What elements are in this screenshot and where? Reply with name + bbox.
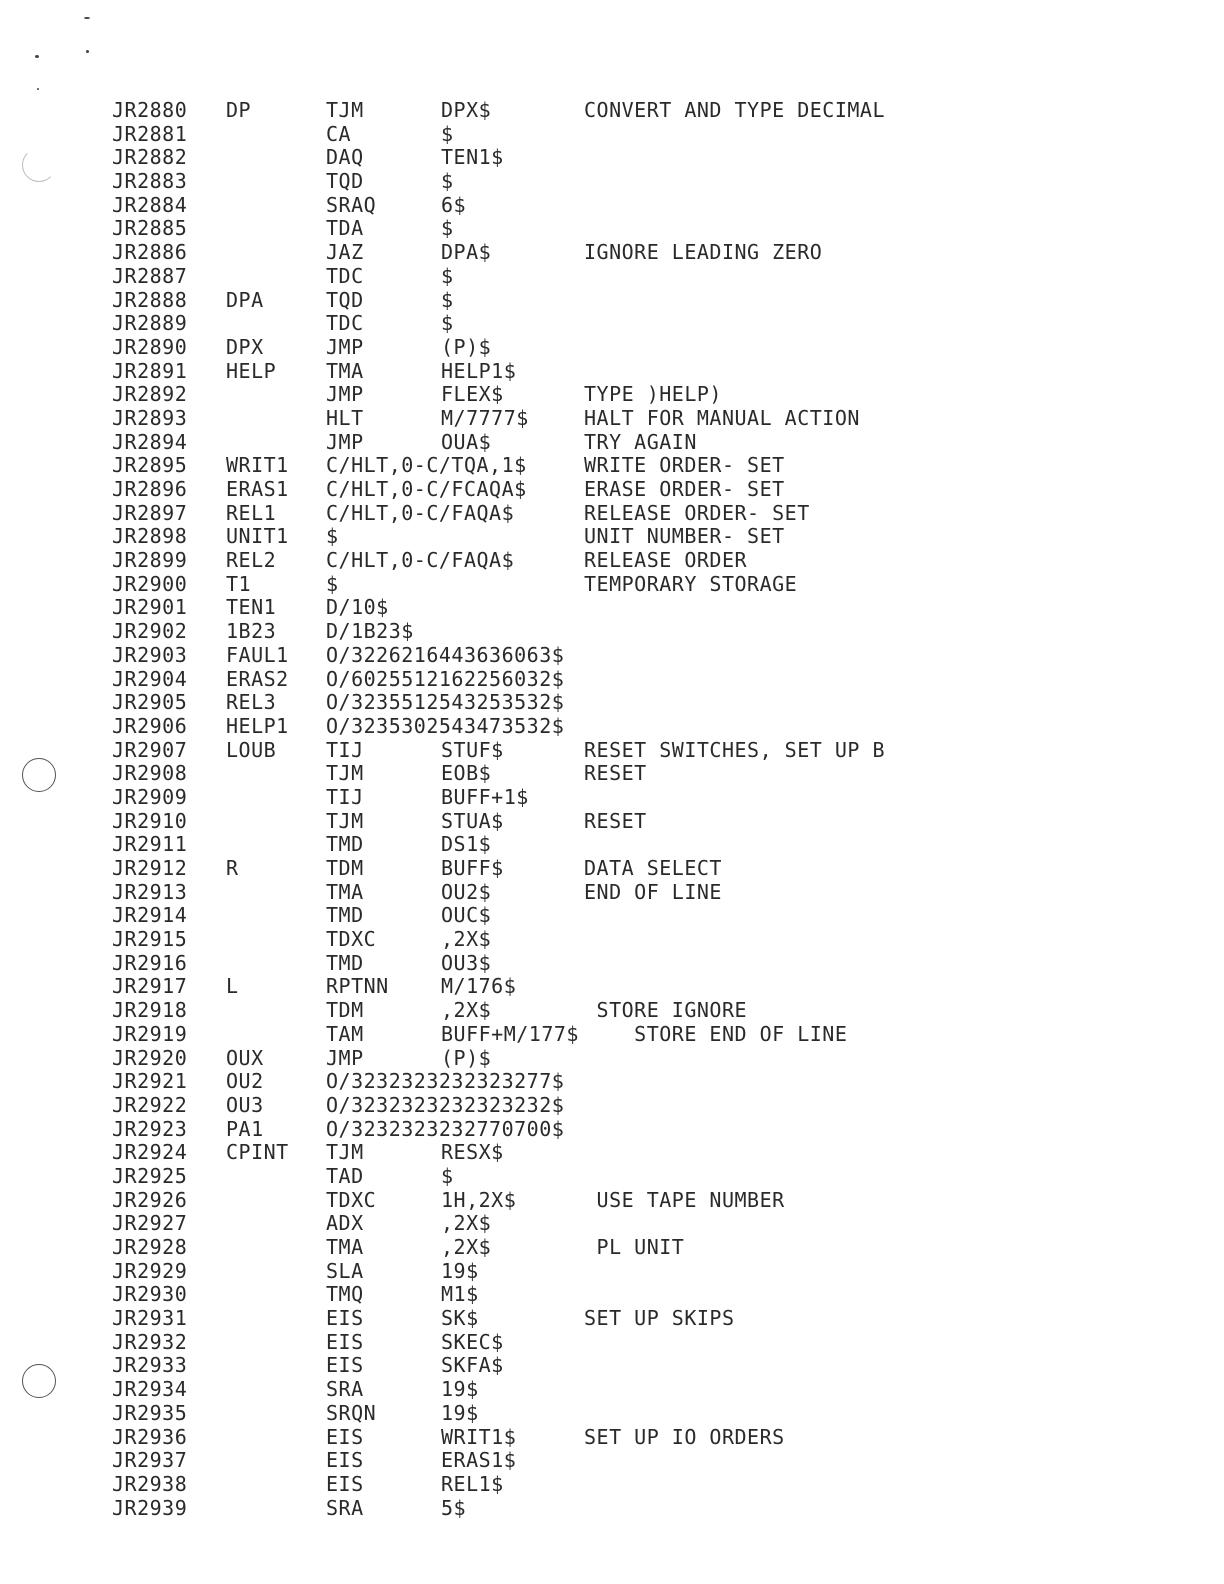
symbol-label: ERAS2 [226,666,289,691]
sequence-number: JR2931 [112,1306,188,1331]
sequence-number: JR2914 [112,903,188,928]
opcode: SRQN [326,1400,377,1425]
symbol-label: REL3 [226,690,277,715]
sequence-number: JR2935 [112,1400,188,1425]
sequence-number: JR2907 [112,737,188,762]
symbol-label: TEN1 [226,595,277,620]
sequence-number: JR2894 [112,429,188,454]
operand: 5$ [441,1495,467,1520]
opcode: TMQ [326,1282,364,1307]
operand: STUF$ [441,737,504,762]
operand: M/7777$ [441,405,529,430]
operand: 19$ [441,1400,479,1425]
symbol-label: CPINT [226,1140,289,1165]
symbol-label: REL2 [226,548,277,573]
opcode: O/3235512543253532$ [326,690,565,715]
punch-hole-top [22,148,56,182]
remark: SET UP SKIPS [584,1306,735,1331]
operand: M1$ [441,1282,479,1307]
operand: STUA$ [441,808,504,833]
remark: UNIT NUMBER- SET [584,524,785,549]
sequence-number: JR2880 [112,98,188,122]
remark: SET UP IO ORDERS [584,1424,785,1449]
opcode: JMP [326,1045,364,1070]
opcode: C/HLT,0-C/TQA,1$ [326,453,527,478]
sequence-number: JR2916 [112,950,188,975]
operand: OUC$ [441,903,492,928]
scan-speck [84,17,90,19]
symbol-label: DPX [226,334,264,359]
operand: BUFF+1$ [441,784,529,809]
opcode: TAD [326,1163,364,1188]
sequence-number: JR2891 [112,358,188,383]
sequence-number: JR2909 [112,784,188,809]
operand: $ [441,169,454,194]
sequence-number: JR2889 [112,311,188,336]
opcode: D/10$ [326,595,389,620]
sequence-number: JR2934 [112,1377,188,1402]
sequence-number: JR2915 [112,927,188,952]
symbol-label: OU3 [226,1092,264,1117]
sequence-number: JR2912 [112,856,188,880]
symbol-label: DPA [226,287,264,312]
sequence-number: JR2901 [112,595,188,620]
scan-speck [86,50,89,53]
operand: REL1$ [441,1471,504,1496]
sequence-number: JR2929 [112,1258,188,1283]
opcode: TDM [326,998,364,1023]
symbol-label: R [226,856,239,880]
sequence-number: JR2902 [112,619,188,644]
opcode: C/HLT,0-C/FAQA$ [326,548,515,573]
sequence-number: JR2893 [112,405,188,430]
opcode: TMA [326,358,364,383]
opcode: EIS [326,1448,364,1473]
opcode: TMA [326,879,364,904]
sequence-number: JR2884 [112,192,188,217]
opcode: SLA [326,1258,364,1283]
opcode: TJM [326,1140,364,1165]
opcode: C/HLT,0-C/FCAQA$ [326,477,527,501]
remark: RESET SWITCHES, SET UP B [584,737,885,762]
remark: DATA SELECT [584,856,722,880]
operand: DS1$ [441,832,492,857]
opcode: EIS [326,1306,364,1331]
sequence-number: JR2906 [112,713,188,738]
opcode: SRA [326,1377,364,1402]
symbol-label: REL1 [226,500,277,525]
sequence-number: JR2890 [112,334,188,359]
sequence-number: JR2898 [112,524,188,549]
opcode: JMP [326,429,364,454]
symbol-label: ERAS1 [226,477,289,501]
opcode: TJM [326,761,364,786]
remark: TYPE )HELP) [584,382,722,407]
remark: ERASE ORDER- SET [584,477,785,501]
sequence-number: JR2899 [112,548,188,573]
operand: ERAS1$ [441,1448,517,1473]
opcode: TAM [326,1021,364,1046]
operand: EOB$ [441,761,492,786]
operand: 6$ [441,192,467,217]
operand: $ [441,287,454,312]
sequence-number: JR2927 [112,1211,188,1236]
opcode: ADX [326,1211,364,1236]
operand: ,2X$ [441,1211,492,1236]
sequence-number: JR2932 [112,1329,188,1354]
operand: OU3$ [441,950,492,975]
symbol-label: DP [226,98,252,122]
operand: SK$ [441,1306,479,1331]
operand: (P)$ [441,1045,492,1070]
remark: TRY AGAIN [584,429,697,454]
opcode: TMD [326,903,364,928]
opcode: RPTNN [326,974,389,999]
remark: TEMPORARY STORAGE [584,571,798,596]
opcode: TDM [326,856,364,880]
sequence-number: JR2904 [112,666,188,691]
opcode: TDC [326,311,364,336]
sequence-number: JR2892 [112,382,188,407]
sequence-number: JR2917 [112,974,188,999]
opcode: TDA [326,216,364,241]
remark: END OF LINE [584,879,722,904]
opcode: O/3226216443636063$ [326,642,565,667]
sequence-number: JR2895 [112,453,188,478]
opcode: O/3232323232770700$ [326,1116,565,1141]
remark: USE TAPE NUMBER [584,1187,785,1212]
sequence-number: JR2923 [112,1116,188,1141]
opcode: C/HLT,0-C/FAQA$ [326,500,515,525]
operand: OU2$ [441,879,492,904]
operand: $ [441,311,454,336]
opcode: TJM [326,808,364,833]
sequence-number: JR2922 [112,1092,188,1117]
opcode: SRAQ [326,192,377,217]
operand: BUFF$ [441,856,504,880]
operand: (P)$ [441,334,492,359]
operand: BUFF+M/177$ [441,1021,579,1046]
punch-hole-bottom [22,1364,56,1398]
sequence-number: JR2919 [112,1021,188,1046]
sequence-number: JR2925 [112,1163,188,1188]
opcode: TDXC [326,927,377,952]
symbol-label: HELP1 [226,713,289,738]
operand: DPX$ [441,98,492,122]
symbol-label: L [226,974,239,999]
sequence-number: JR2885 [112,216,188,241]
opcode: EIS [326,1471,364,1496]
operand: 1H,2X$ [441,1187,517,1212]
opcode: JAZ [326,240,364,265]
opcode: TDXC [326,1187,377,1212]
sequence-number: JR2936 [112,1424,188,1449]
opcode: EIS [326,1329,364,1354]
remark: IGNORE LEADING ZERO [584,240,823,265]
symbol-label: UNIT1 [226,524,289,549]
operand: RESX$ [441,1140,504,1165]
sequence-number: JR2926 [112,1187,188,1212]
symbol-label: 1B23 [226,619,277,644]
symbol-label: OUX [226,1045,264,1070]
remark: RESET [584,808,647,833]
operand: $ [441,263,454,288]
opcode: O/6025512162256032$ [326,666,565,691]
sequence-number: JR2911 [112,832,188,857]
sequence-number: JR2905 [112,690,188,715]
operand: OUA$ [441,429,492,454]
symbol-label: HELP [226,358,277,383]
remark: STORE IGNORE [584,998,748,1023]
symbol-label: WRIT1 [226,453,289,478]
opcode: TJM [326,98,364,122]
symbol-label: PA1 [226,1116,264,1141]
opcode: EIS [326,1353,364,1378]
operand: 19$ [441,1377,479,1402]
remark: CONVERT AND TYPE DECIMAL [584,98,885,122]
opcode: TQD [326,287,364,312]
sequence-number: JR2882 [112,145,188,170]
symbol-label: LOUB [226,737,277,762]
sequence-number: JR2913 [112,879,188,904]
operand: ,2X$ [441,998,492,1023]
opcode: TIJ [326,784,364,809]
sequence-number: JR2886 [112,240,188,265]
sequence-number: JR2928 [112,1235,188,1259]
sequence-number: JR2937 [112,1448,188,1473]
sequence-number: JR2888 [112,287,188,312]
remark: WRITE ORDER- SET [584,453,785,478]
symbol-label: OU2 [226,1069,264,1094]
sequence-number: JR2910 [112,808,188,833]
operand: TEN1$ [441,145,504,170]
opcode: CA [326,121,352,146]
operand: SKEC$ [441,1329,504,1354]
operand: ,2X$ [441,927,492,952]
operand: WRIT1$ [441,1424,517,1449]
opcode: DAQ [326,145,364,170]
opcode: JMP [326,334,364,359]
opcode: SRA [326,1495,364,1520]
sequence-number: JR2938 [112,1471,188,1496]
scan-speck [37,88,39,90]
scan-speck [35,55,39,58]
sequence-number: JR2903 [112,642,188,667]
sequence-number: JR2924 [112,1140,188,1165]
opcode: TMD [326,950,364,975]
remark: RESET [584,761,647,786]
opcode: O/3235302543473532$ [326,713,565,738]
opcode: TMA [326,1235,364,1259]
operand: HELP1$ [441,358,517,383]
operand: FLEX$ [441,382,504,407]
symbol-label: FAUL1 [226,642,289,667]
opcode: TQD [326,169,364,194]
sequence-number: JR2933 [112,1353,188,1378]
operand: $ [441,216,454,241]
opcode: TIJ [326,737,364,762]
sequence-number: JR2887 [112,263,188,288]
sequence-number: JR2921 [112,1069,188,1094]
opcode: HLT [326,405,364,430]
sequence-number: JR2883 [112,169,188,194]
opcode: $ [326,571,339,596]
opcode: $ [326,524,339,549]
remark: RELEASE ORDER [584,548,748,573]
operand: ,2X$ [441,1235,492,1259]
sequence-number: JR2920 [112,1045,188,1070]
sequence-number: JR2908 [112,761,188,786]
sequence-number: JR2881 [112,121,188,146]
operand: $ [441,1163,454,1188]
opcode: TMD [326,832,364,857]
opcode: EIS [326,1424,364,1449]
opcode: O/3232323232323232$ [326,1092,565,1117]
remark: RELEASE ORDER- SET [584,500,810,525]
sequence-number: JR2896 [112,477,188,501]
operand: $ [441,121,454,146]
opcode: O/3232323232323277$ [326,1069,565,1094]
sequence-number: JR2918 [112,998,188,1023]
operand: DPA$ [441,240,492,265]
remark: STORE END OF LINE [584,1021,848,1046]
opcode: JMP [326,382,364,407]
operand: 19$ [441,1258,479,1283]
opcode: TDC [326,263,364,288]
sequence-number: JR2900 [112,571,188,596]
punch-hole-middle [22,758,56,792]
sequence-number: JR2897 [112,500,188,525]
symbol-label: T1 [226,571,252,596]
operand: SKFA$ [441,1353,504,1378]
operand: M/176$ [441,974,517,999]
remark: HALT FOR MANUAL ACTION [584,405,860,430]
remark: PL UNIT [584,1235,685,1259]
sequence-number: JR2930 [112,1282,188,1307]
sequence-number: JR2939 [112,1495,188,1520]
opcode: D/1B23$ [326,619,414,644]
